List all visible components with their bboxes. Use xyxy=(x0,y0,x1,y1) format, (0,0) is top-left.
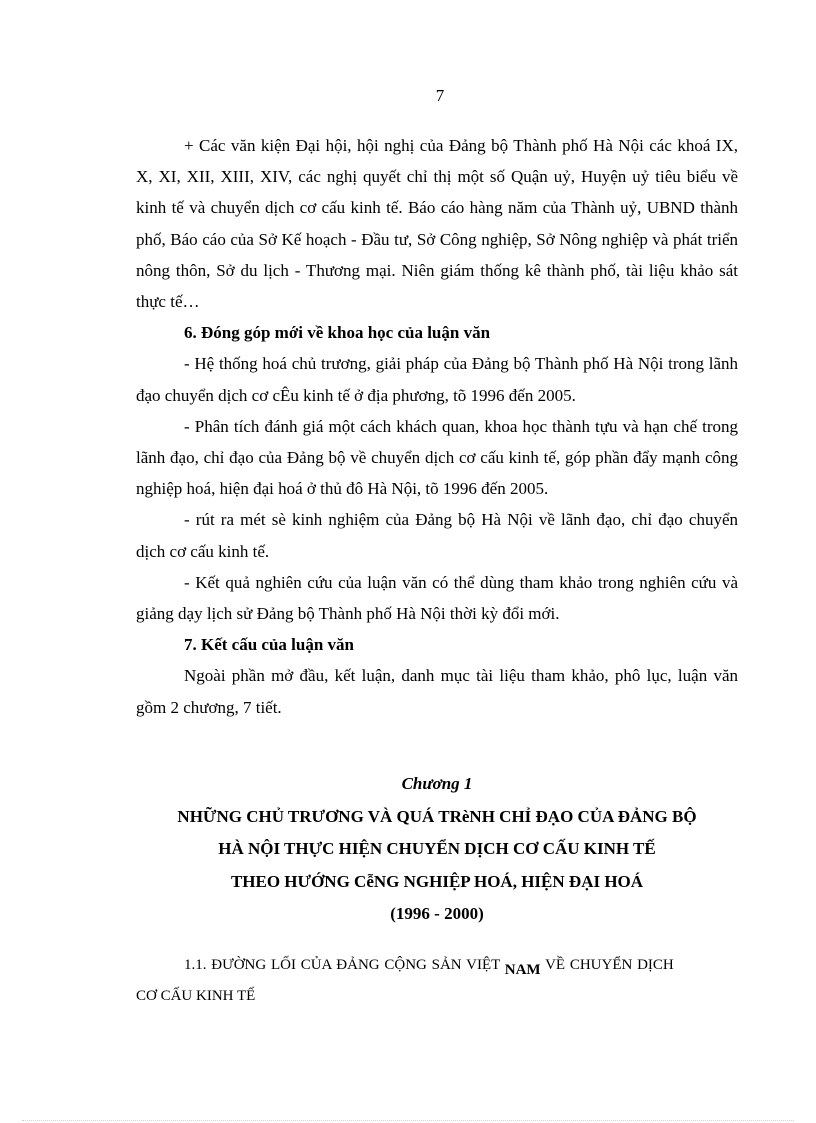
section-7-text: Ngoài phần mở đầu, kết luận, danh mục tài liệu tham khảo, phô lục, luận văn gồm 2 chương, 7 tiết. xyxy=(136,666,738,717)
sources-paragraph: + Các văn kiện Đại hội, hội nghị của Đảng bộ Thành phố Hà Nội các khoá IX, X, XI, XII, XIII, XIV, các nghị quyết chỉ thị một số Quận uỷ, Huyện uỷ tiêu biểu về kinh tế và chuyển dịch cơ cấu kinh tế. Báo cáo hàng năm của Thành uỷ, UBND thành phố, Báo cáo của Sở Kế hoạch - Đầu tư, Sở Công nghiệp, Sở Nông nghiệp và phát triển nông thôn, Sở du lịch - Thương mại. Niên giám thống kê thành phố, tài liệu khảo sát thực tế… xyxy=(136,136,738,312)
body-text xyxy=(136,130,738,723)
page-number: 7 xyxy=(435,86,445,105)
chapter-label: Chương 1 xyxy=(401,774,473,793)
chapter-period: (1996 - 2000) xyxy=(390,904,484,923)
section-1-1-nam: NAM xyxy=(504,962,541,978)
chapter-title-line-3: THEO HƯỚNG CễNG NGHIỆP HOÁ, HIỆN ĐẠI HOÁ xyxy=(230,871,644,891)
section-1-1-line-1 xyxy=(136,950,738,981)
chapter-title-line-2: HÀ NỘI THỰC HIỆN CHUYỂN DỊCH CƠ CẤU KINH TẾ xyxy=(218,839,656,858)
section-7-heading: 7. Kết cấu của luận văn xyxy=(184,635,355,655)
section-1-1-suffix: VỀ CHUYỂN DỊCH xyxy=(545,957,674,973)
chapter-title-block xyxy=(136,768,738,931)
section-6-item: - rút ra mét sè kinh nghiệm của Đảng bộ Hà Nội về lãnh đạo, chỉ đạo chuyển dịch cơ cấu kinh tế. xyxy=(136,510,738,561)
section-6-heading: 6. Đóng góp mới về khoa học của luận văn xyxy=(184,323,491,343)
chapter-title-line-1: NHỮNG CHỦ TRƯƠNG VÀ QUÁ TRèNH CHỈ ĐẠO CỦA ĐẢNG BỘ xyxy=(177,806,697,826)
page-bottom-divider xyxy=(22,1120,794,1121)
section-1-1-prefix: 1.1. ĐƯỜNG LỐI CỦA ĐẢNG CỘNG SẢN VIỆT xyxy=(184,957,501,973)
section-1-1-line-2: CƠ CẤU KINH TẾ xyxy=(136,988,256,1004)
section-6-item: - Kết quả nghiên cứu của luận văn có thể dùng tham khảo trong nghiên cứu và giảng dạy lịch sử Đảng bộ Thành phố Hà Nội thời kỳ đổi mới. xyxy=(136,572,738,624)
section-6-item: - Phân tích đánh giá một cách khách quan, khoa học thành tựu và hạn chế trong lãnh đạo, chỉ đạo của Đảng bộ về chuyển dịch cơ cấu kinh tế, góp phần đẩy mạnh công nghiệp hoá, hiện đại hoá ở thủ đô Hà Nội, tõ 1996 đến 2005. xyxy=(136,416,738,499)
section-1-1-heading xyxy=(136,950,738,1012)
section-6-item: - Hệ thống hoá chủ trương, giải pháp của Đảng bộ Thành phố Hà Nội trong lãnh đạo chuyển dịch cơ cÊu kinh tế ở địa phương, tõ 1996 đến 2005. xyxy=(136,354,738,405)
